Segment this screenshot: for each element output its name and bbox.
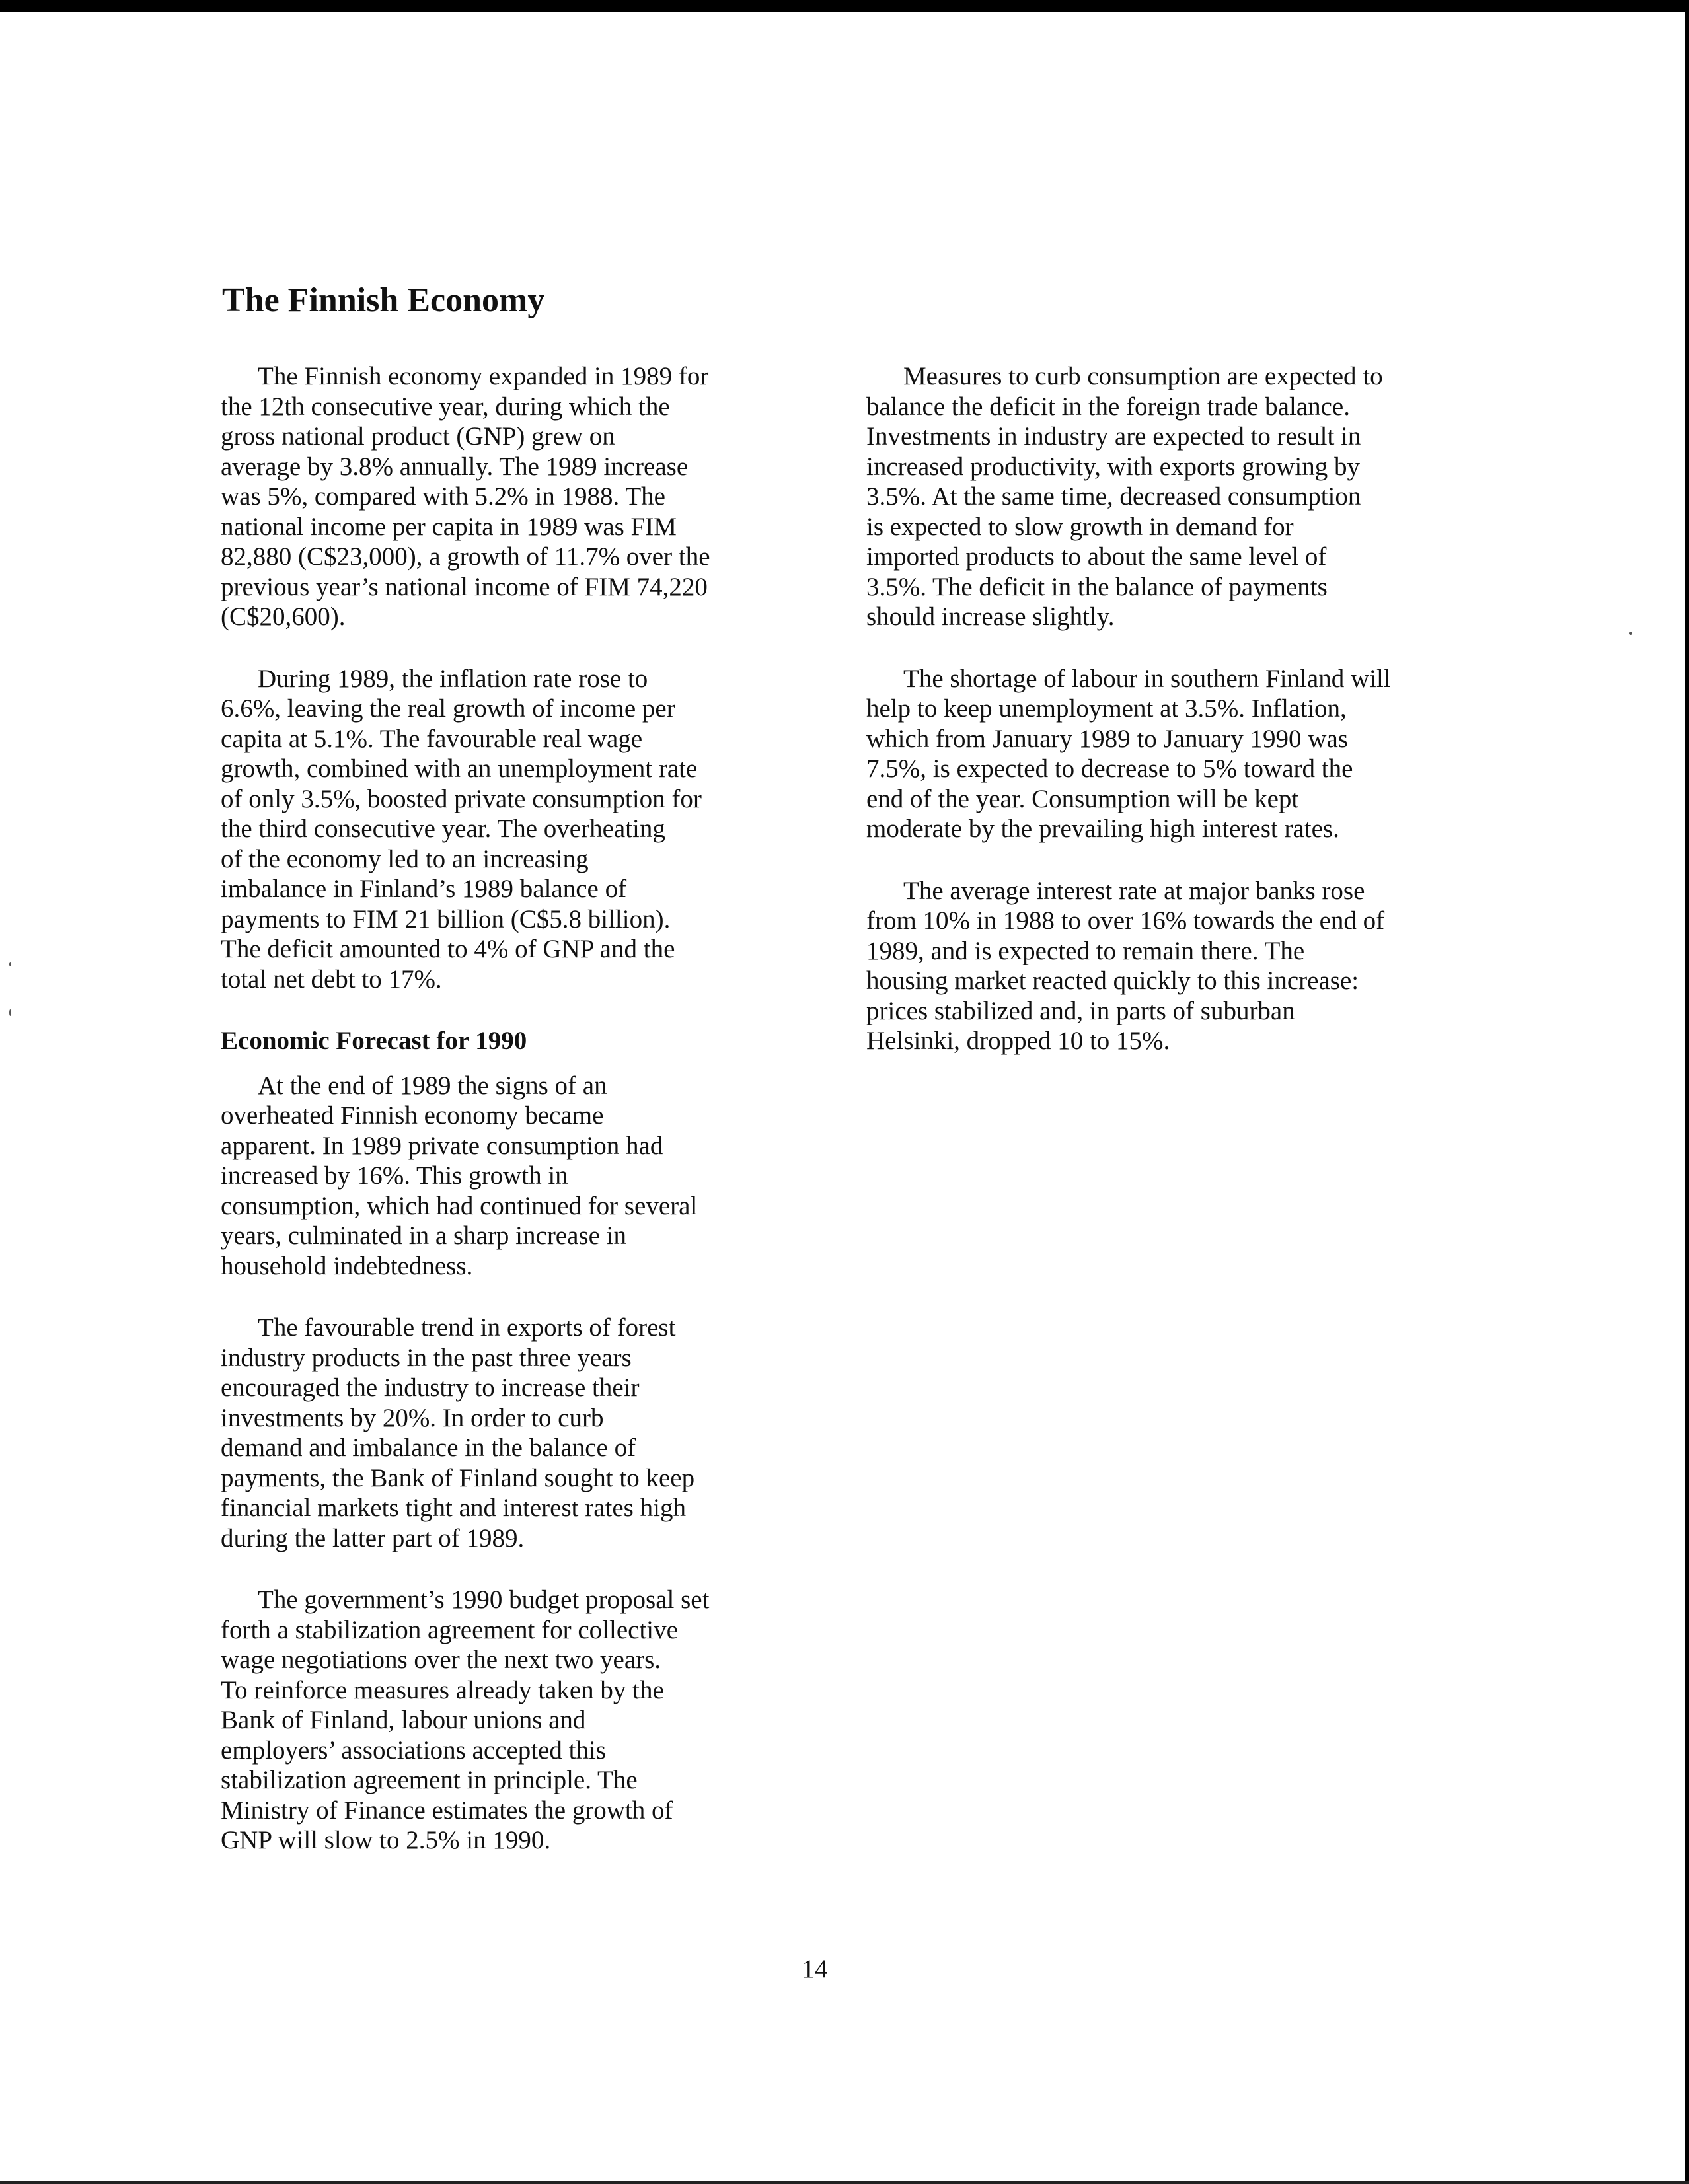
scan-border-right <box>1685 0 1689 2184</box>
scan-border-bottom <box>0 2181 1689 2184</box>
section-subheading: Economic Forecast for 1990 <box>221 1027 527 1055</box>
page-title: The Finnish Economy <box>222 281 545 319</box>
right-column <box>866 361 1476 1056</box>
paragraph-consumption-measures: Measures to curb consumption are expected to balance the deficit in the foreign trade balance. Investments in industry are expected to result in increased productivity, with exports growing by 3.5%. At the same time, decreased consumption is expected to slow growth in demand for imported products to about the same level of 3.5%. The deficit in the balance of payments should increase slightly. <box>866 362 1383 631</box>
paragraph-budget-proposal: The government’s 1990 budget proposal set forth a stabilization agreement for collective wage negotiations over the next two years. To reinforce measures already taken by the Bank of Finland, labour unions and employers’ associations accepted this stabilization agreement in principle. The Ministry of Finance estimates the growth of GNP will slow to 2.5% in 1990. <box>221 1585 710 1854</box>
left-column <box>221 361 780 1856</box>
paragraph-forest-industry: The favourable trend in exports of forest industry products in the past three years encouraged the industry to increase their investments by 20%. In order to curb demand and imbalance in the balance of payments, the Bank of Finland sought to keep financial markets tight and interest rates high during the latter part of 1989. <box>221 1313 695 1552</box>
paragraph-labour-shortage: The shortage of labour in southern Finland will help to keep unemployment at 3.5%. Inflation, which from January 1989 to January 1990 was 7.5%, is expected to decrease to 5% toward the end of the year. Consumption will be kept moderate by the prevailing high interest rates. <box>866 664 1391 843</box>
scan-border-top <box>0 0 1689 12</box>
paragraph-inflation: During 1989, the inflation rate rose to 6.6%, leaving the real growth of income per capita at 5.1%. The favourable real wage growth, combined with an unemployment rate of only 3.5%, boosted private consumption for the third consecutive year. The overheating of the economy led to an increasing imbalance in Finland’s 1989 balance of payments to FIM 21 billion (C$5.8 billion). The deficit amounted to 4% of GNP and the total net debt to 17%. <box>221 664 702 994</box>
paragraph-economy-expansion: The Finnish economy expanded in 1989 for the 12th consecutive year, during which the gross national product (GNP) grew on average by 3.8% annually. The 1989 increase was 5%, compared with 5.2% in 1988. The national income per capita in 1989 was FIM 82,880 (C$23,000), a growth of 11.7% over the previous year’s national income of FIM 74,220 (C$20,600). <box>221 362 710 631</box>
paragraph-overheated-economy: At the end of 1989 the signs of an overheated Finnish economy became apparent. In 1989 private consumption had increased by 16%. This growth in consumption, which had continued for several years, culminated in a sharp increase in household indebtedness. <box>221 1071 698 1280</box>
scan-speck <box>9 962 11 966</box>
page-number: 14 <box>802 1955 828 1983</box>
scan-speck <box>1629 632 1632 635</box>
paragraph-interest-rates: The average interest rate at major banks rose from 10% in 1988 to over 16% towards the end of 1989, and is expected to remain there. The housing market reacted quickly to this increase: prices stabilized and, in parts of suburban Helsinki, dropped 10 to 15%. <box>866 876 1385 1055</box>
scan-speck <box>9 1009 11 1016</box>
